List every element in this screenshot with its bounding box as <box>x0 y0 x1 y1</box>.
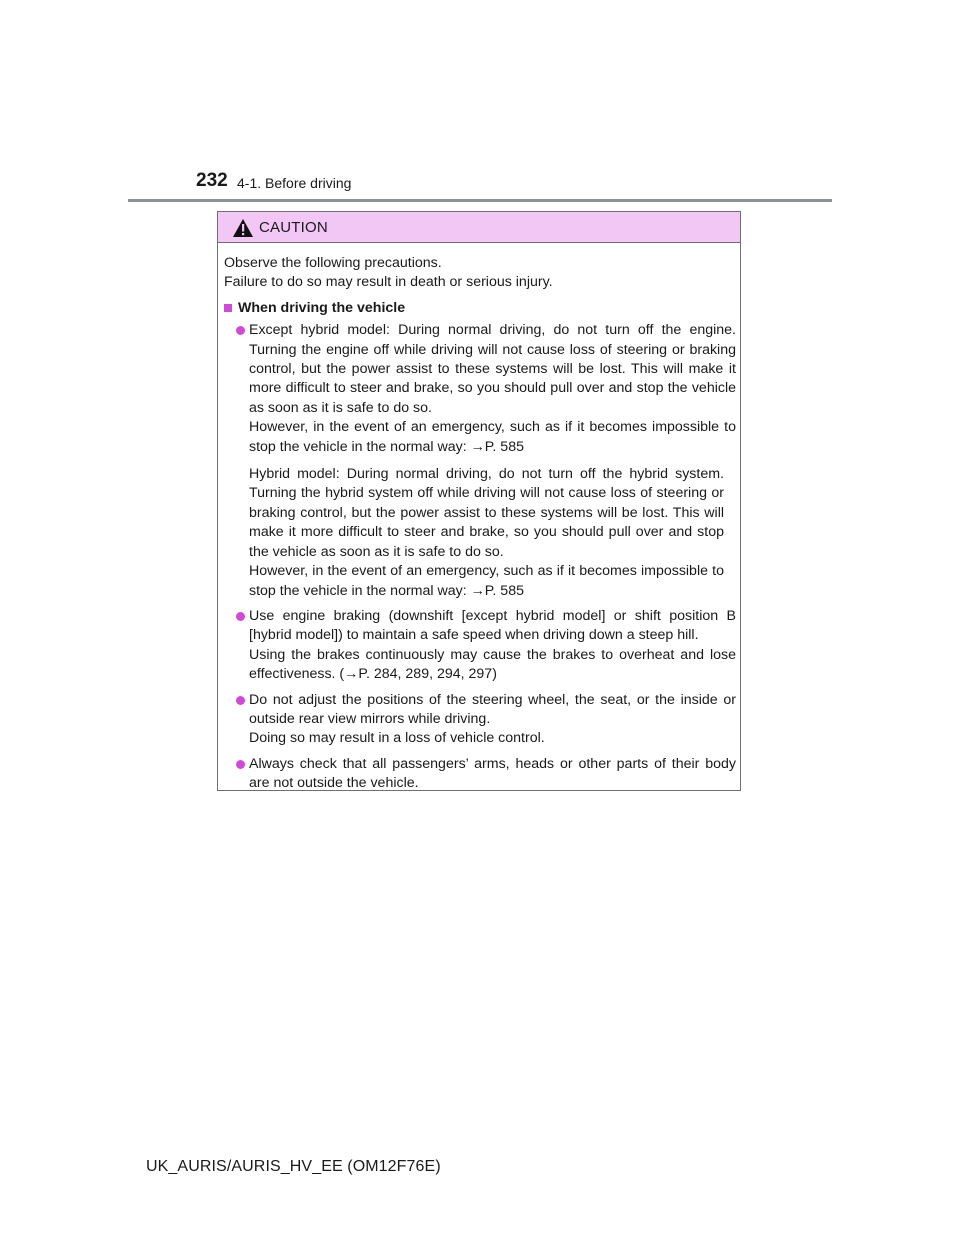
item-text: Using the brakes continuously may cause the brakes to overheat and lose effectiveness. (→P. 284, 289, 294, 297) <box>249 646 736 683</box>
dot-bullet-icon <box>236 760 245 769</box>
item-text: Doing so may result in a loss of vehicle control. <box>249 730 545 747</box>
list-item <box>224 691 736 749</box>
warning-triangle-icon <box>232 218 254 238</box>
list-item <box>224 321 736 457</box>
item-text: Do not adjust the positions of the steering wheel, the seat, or the inside or outside rear view mirrors while driving. <box>249 691 736 727</box>
item-text: However, in the event of an emergency, such as if it becomes impossible to stop the vehicle in the normal way: →P. 585 <box>249 419 736 455</box>
list-item <box>224 607 736 685</box>
caution-body <box>224 254 736 794</box>
list-item <box>224 755 736 794</box>
item-text: Hybrid model: During normal driving, do not turn off the hybrid system. Turning the hybrid system off while driving will not cause loss of steering or braking control, but the power assist to these systems will be lost. This will make it more difficult to steer and brake, so you should pull over and stop the vehicle as soon as it is safe to do so. <box>249 466 724 560</box>
caution-header <box>218 212 740 243</box>
header-divider <box>128 199 832 202</box>
caution-title: CAUTION <box>259 219 328 236</box>
dot-bullet-icon <box>236 612 245 621</box>
square-bullet-icon <box>224 304 232 312</box>
topic-heading <box>224 299 736 318</box>
page-header <box>0 0 960 210</box>
dot-bullet-icon <box>236 696 245 705</box>
intro-line: Observe the following precautions. <box>224 255 442 271</box>
section-title: 4-1. Before driving <box>237 175 352 191</box>
item-text: However, in the event of an emergency, such as if it becomes impossible to stop the vehicle in the normal way: →P. 585 <box>249 563 724 599</box>
page-number: 232 <box>196 170 228 191</box>
item-text: Except hybrid model: During normal driving, do not turn off the engine. Turning the engine off while driving will not cause loss of steering or braking control, but the power assist to these systems will be lost. This will make it more difficult to steer and brake, so you should pull over and stop the vehicle as soon as it is safe to do so. <box>249 322 736 416</box>
intro-line: Failure to do so may result in death or serious injury. <box>224 274 553 291</box>
dot-bullet-icon <box>236 326 245 335</box>
topic-label: When driving the vehicle <box>238 299 406 316</box>
footer-model-code: UK_AURIS/AURIS_HV_EE (OM12F76E) <box>146 1158 441 1175</box>
caution-box <box>217 211 741 791</box>
item-text: Use engine braking (downshift [except hybrid model] or shift position B [hybrid model]) to maintain a safe speed when driving down a steep hill. <box>249 607 736 644</box>
list-item-continuation <box>224 465 736 601</box>
item-text: Always check that all passengers’ arms, heads or other parts of their body are not outside the vehicle. <box>249 755 736 792</box>
